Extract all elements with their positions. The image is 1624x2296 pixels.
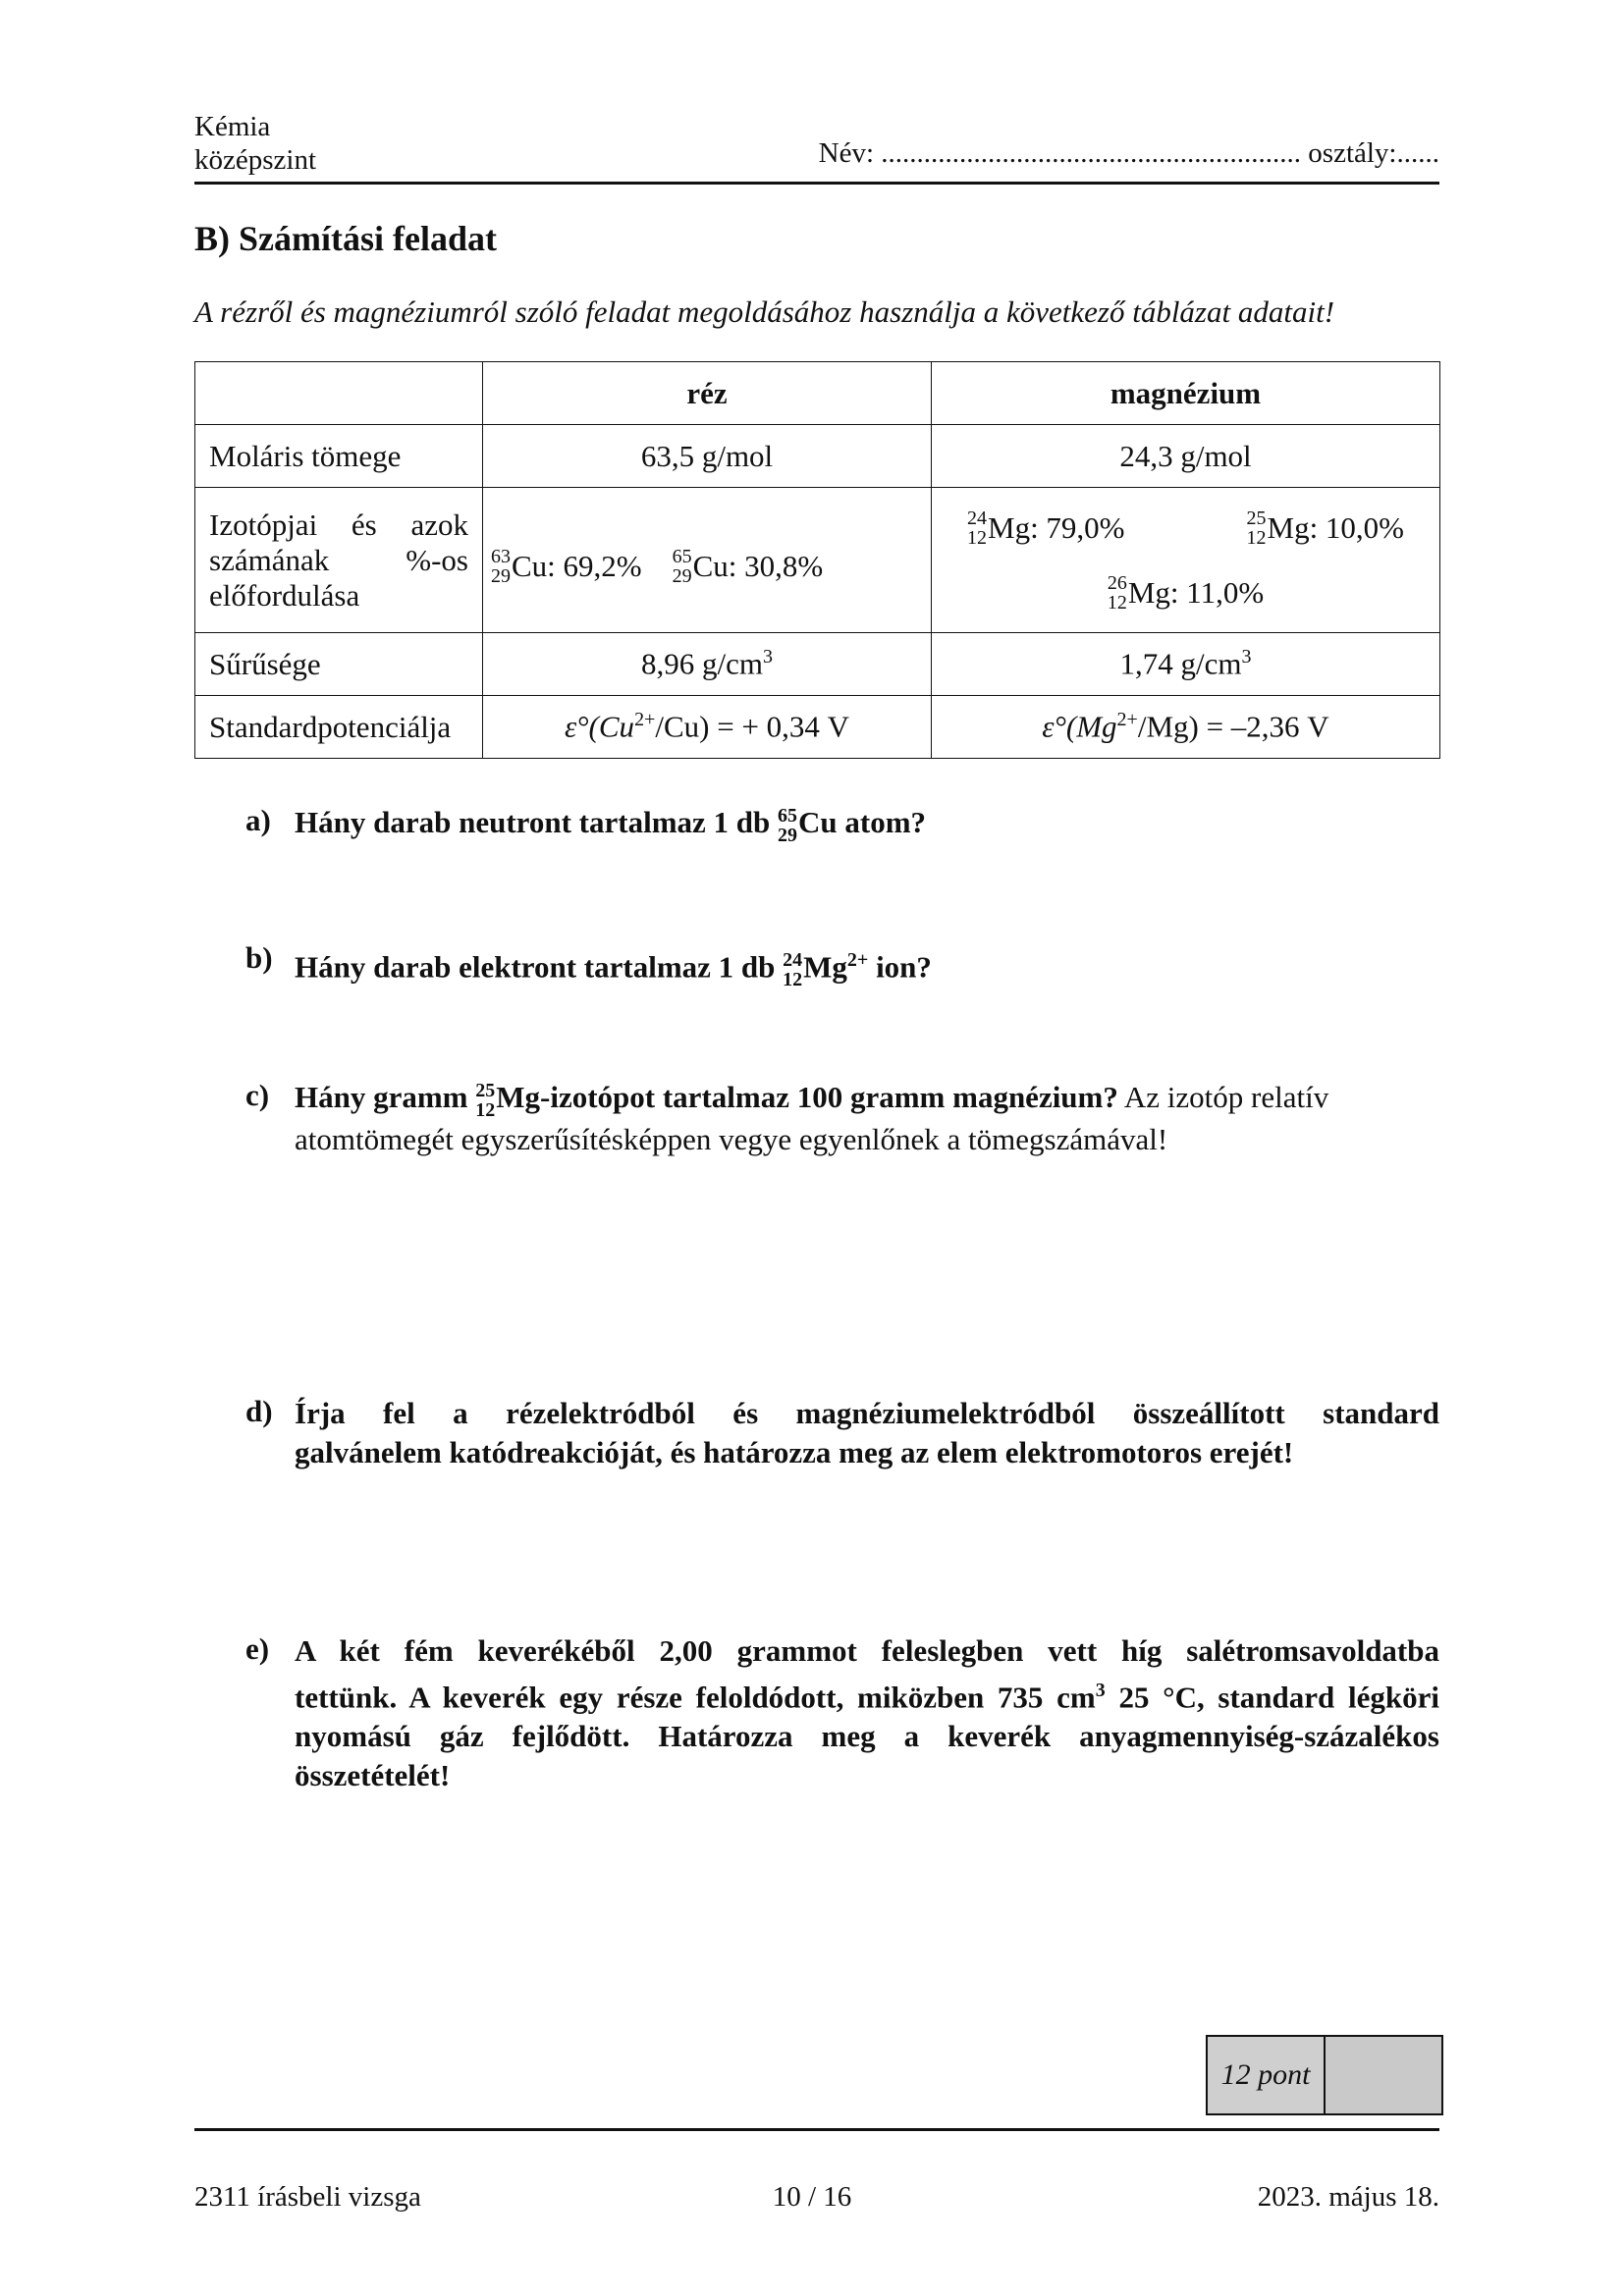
isotope-mg25: 25 12 Mg: 10,0% — [1246, 507, 1404, 549]
footer-page-number: 10 / 16 — [772, 2181, 852, 2213]
header-subject — [194, 110, 316, 177]
isotope-cu65: 65 29 Cu: 30,8% — [672, 545, 824, 587]
isotope-label-line: Izotópjai és azok — [209, 507, 468, 542]
table-header-empty — [195, 362, 483, 425]
question-label: c) — [245, 1078, 270, 1112]
footer-exam-code: 2311 írásbeli vizsga — [194, 2181, 421, 2213]
section-intro: A rézről és magnéziumról szóló feladat megoldásához használja a következő táblázat adatait! — [194, 294, 1335, 329]
row-label-isotopes — [195, 488, 483, 633]
points-box — [1206, 2035, 1443, 2115]
data-table — [194, 361, 1440, 759]
cu-isotopes — [483, 488, 932, 633]
cu-potential: $\varepsilon^\circ(Cu^{2+}/Cu)$ = + 0,34 V — [483, 696, 932, 759]
mg-potential: $\varepsilon^\circ(Mg^{2+}/Mg) = -2,36$ V — [932, 696, 1440, 759]
question-text: Hány darab neutront tartalmaz 1 db 65 29 Cu atom? — [295, 804, 927, 846]
row-label-molar-mass: Moláris tömege — [195, 425, 483, 488]
subject-level: középszint — [194, 144, 317, 176]
question-label: e) — [245, 1631, 270, 1666]
header-rule — [194, 182, 1439, 185]
question-text: Hány gramm 25 12 Mg-izotópot tartalmaz 100 gramm magnézium? Az izotóp relatív atomtömegét egyszerűsítésképpen vegye egyenlőnek a tömegszámával! — [295, 1079, 1329, 1156]
cu-density: 8,96 $g/cm^3$ — [483, 633, 932, 696]
table-header-row — [195, 362, 1440, 425]
table-header-cu: réz — [483, 362, 932, 425]
row-label-density: Sűrűsége — [195, 633, 483, 696]
footer-date: 2023. május 18. — [1257, 2181, 1439, 2213]
isotope-mg26: 26 12 Mg: 11,0% — [1107, 571, 1265, 614]
isotope-label-line: előfordulása — [209, 577, 360, 613]
table-row — [195, 488, 1440, 633]
question-text: Írja fel a rézelektródból és magnéziumelektródból összeállított standard galvánelem katódreakcióját, és határozza meg az elem elektromotoros erejét! — [295, 1396, 1439, 1469]
cu-molar-mass: 63,5 g/mol — [483, 425, 932, 488]
isotope-label-line: számának %-os — [209, 542, 468, 577]
subject-name: Kémia — [194, 111, 271, 142]
section-title: B) Számítási feladat — [194, 219, 497, 258]
question-text: Hány darab elektront tartalmaz 1 db 24 12 $Mg^{2+}$ ion? — [295, 949, 932, 991]
question-label: d) — [245, 1394, 273, 1428]
table-row — [195, 425, 1440, 488]
footer-rule — [194, 2128, 1439, 2131]
table-header-mg: magnézium — [932, 362, 1440, 425]
table-row — [195, 633, 1440, 696]
question-text: A két fém keverékéből 2,00 grammot feleslegben vett híg salétromsavoldatba tettünk. A keverék egy része feloldódott, miközben 735 $cm^3$ 25 °C, standard légköri nyomású gáz fejlődött. Határozza meg a keverék anyagmennyiség-százalékos összetételét! — [295, 1633, 1439, 1793]
points-score-field[interactable] — [1326, 2037, 1441, 2113]
mg-molar-mass: 24,3 g/mol — [932, 425, 1440, 488]
name-class-field: Név: ........................................................... osztály:...... — [818, 137, 1439, 169]
isotope-cu63: 63 29 Cu: 69,2% — [491, 545, 642, 587]
points-label: 12 pont — [1208, 2037, 1326, 2113]
question-label: b) — [245, 940, 273, 975]
row-label-potential: Standardpotenciálja — [195, 696, 483, 759]
mg-isotopes — [932, 488, 1440, 633]
question-label: a) — [245, 803, 271, 837]
table-row — [195, 696, 1440, 759]
mg-density: 1,74 $g/cm^3$ — [932, 633, 1440, 696]
isotope-mg24: 24 12 Mg: 79,0% — [967, 507, 1125, 549]
